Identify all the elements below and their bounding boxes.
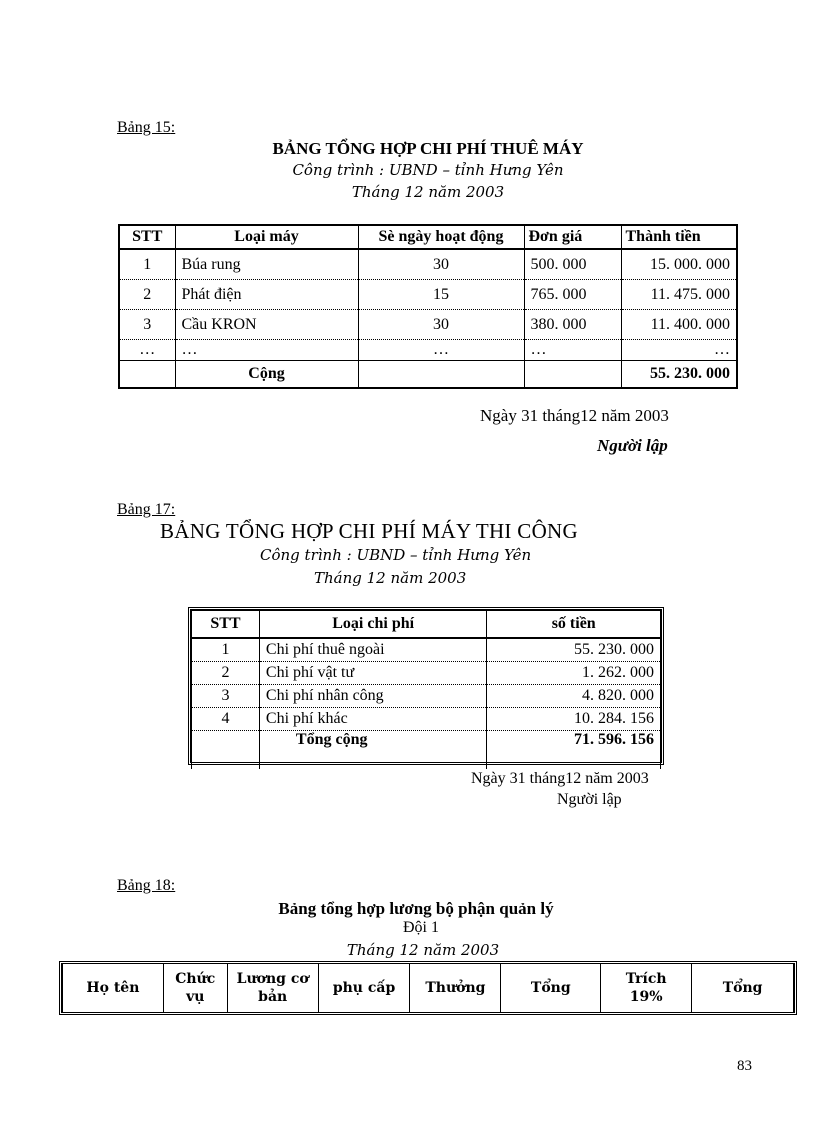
cell-machine: Búa rung (175, 249, 358, 280)
table15-title: BẢNG TỔNG HỢP CHI PHÍ THUÊ MÁY (272, 139, 584, 158)
cell-amount: 55. 230. 000 (487, 638, 661, 662)
table17-label: Bảng 17: (117, 501, 176, 518)
table17-frame (188, 607, 664, 765)
cell-stt: 3 (119, 310, 175, 340)
col-header: số tiền (487, 611, 661, 639)
cell-days: 30 (358, 249, 524, 280)
table-row (119, 249, 737, 280)
total-value: 71. 596. 156 (487, 731, 661, 770)
table-total-row (192, 731, 661, 770)
total-value: 55. 230. 000 (621, 361, 737, 389)
cell-stt: 3 (192, 685, 260, 708)
table17-period: Tháng 12 năm 2003 (314, 569, 467, 587)
cell-stt: 1 (119, 249, 175, 280)
table18-frame (59, 961, 797, 1015)
cell-stt: 1 (192, 638, 260, 662)
cell-price: 500. 000 (524, 249, 621, 280)
table17 (191, 610, 661, 769)
cell-empty (524, 361, 621, 389)
cell-price: 380. 000 (524, 310, 621, 340)
cell-amount: 1. 262. 000 (487, 662, 661, 685)
cell-cost-type: Chi phí vật tư (259, 662, 487, 685)
table17-signer: Người lập (557, 791, 622, 808)
cell-days: 30 (358, 310, 524, 340)
table-header-row (63, 964, 794, 1012)
cell-amount: 11. 400. 000 (621, 310, 737, 340)
col-header: Lương cơ bản (227, 964, 318, 1012)
table18-title: Bảng tổng hợp lương bộ phận quản lý (278, 899, 554, 918)
cell-stt: … (119, 340, 175, 361)
table15-period: Tháng 12 năm 2003 (351, 183, 505, 201)
col-header: Loại máy (175, 225, 358, 249)
col-header: Họ tên (63, 964, 164, 1012)
cell-stt: 2 (192, 662, 260, 685)
cell-stt: 2 (119, 280, 175, 310)
cell-machine: Cầu KRON (175, 310, 358, 340)
table-row (192, 708, 661, 731)
table15 (118, 224, 738, 389)
col-header: STT (192, 611, 260, 639)
table18-label: Bảng 18: (117, 877, 176, 894)
cell-days: … (358, 340, 524, 361)
cell-empty (119, 361, 175, 389)
table-header-row (192, 611, 661, 639)
col-header: Trích 19% (601, 964, 692, 1012)
cell-empty (358, 361, 524, 389)
table-row (119, 280, 737, 310)
table15-label: Bảng 15: (117, 119, 176, 136)
table15-date: Ngày 31 tháng12 năm 2003 (480, 406, 669, 425)
col-header: STT (119, 225, 175, 249)
table17-title: BẢNG TỔNG HỢP CHI PHÍ MÁY THI CÔNG (160, 519, 578, 543)
col-header: Đơn giá (524, 225, 621, 249)
cell-amount: 11. 475. 000 (621, 280, 737, 310)
cell-price: 765. 000 (524, 280, 621, 310)
table15-project: Công trình : UBND – tỉnh Hưng Yên (292, 161, 564, 179)
col-header: Sè ngày hoạt động (358, 225, 524, 249)
cell-price: … (524, 340, 621, 361)
col-header: phụ cấp (318, 964, 410, 1012)
table-row (119, 340, 737, 361)
cell-cost-type: Chi phí khác (259, 708, 487, 731)
col-header: Chức vụ (163, 964, 227, 1012)
cell-machine: Phát điện (175, 280, 358, 310)
page-number: 83 (737, 1058, 752, 1074)
cell-stt: 4 (192, 708, 260, 731)
table-row (192, 638, 661, 662)
col-header: Thành tiền (621, 225, 737, 249)
cell-empty (192, 731, 260, 770)
total-label: Cộng (175, 361, 358, 389)
table-header-row (119, 225, 737, 249)
table-row (192, 662, 661, 685)
col-header: Loại chi phí (259, 611, 487, 639)
col-header: Tổng (692, 964, 794, 1012)
table18-period: Tháng 12 năm 2003 (346, 941, 500, 959)
col-header: Tổng (501, 964, 601, 1012)
table18 (62, 964, 794, 1012)
cell-cost-type: Chi phí thuê ngoài (259, 638, 487, 662)
col-header: Thưởng (410, 964, 501, 1012)
cell-amount: 15. 000. 000 (621, 249, 737, 280)
cell-amount: 4. 820. 000 (487, 685, 661, 708)
cell-days: 15 (358, 280, 524, 310)
table-row (119, 310, 737, 340)
cell-machine: … (175, 340, 358, 361)
total-label: Tổng cộng (259, 731, 487, 770)
table-row (192, 685, 661, 708)
table17-date: Ngày 31 tháng12 năm 2003 (471, 770, 649, 787)
table-total-row (119, 361, 737, 389)
table18-team: Đội 1 (403, 919, 439, 936)
cell-amount: … (621, 340, 737, 361)
table15-signer: Người lập (597, 436, 668, 455)
cell-amount: 10. 284. 156 (487, 708, 661, 731)
cell-cost-type: Chi phí nhân công (259, 685, 487, 708)
table17-project: Công trình : UBND – tỉnh Hưng Yên (260, 546, 532, 564)
